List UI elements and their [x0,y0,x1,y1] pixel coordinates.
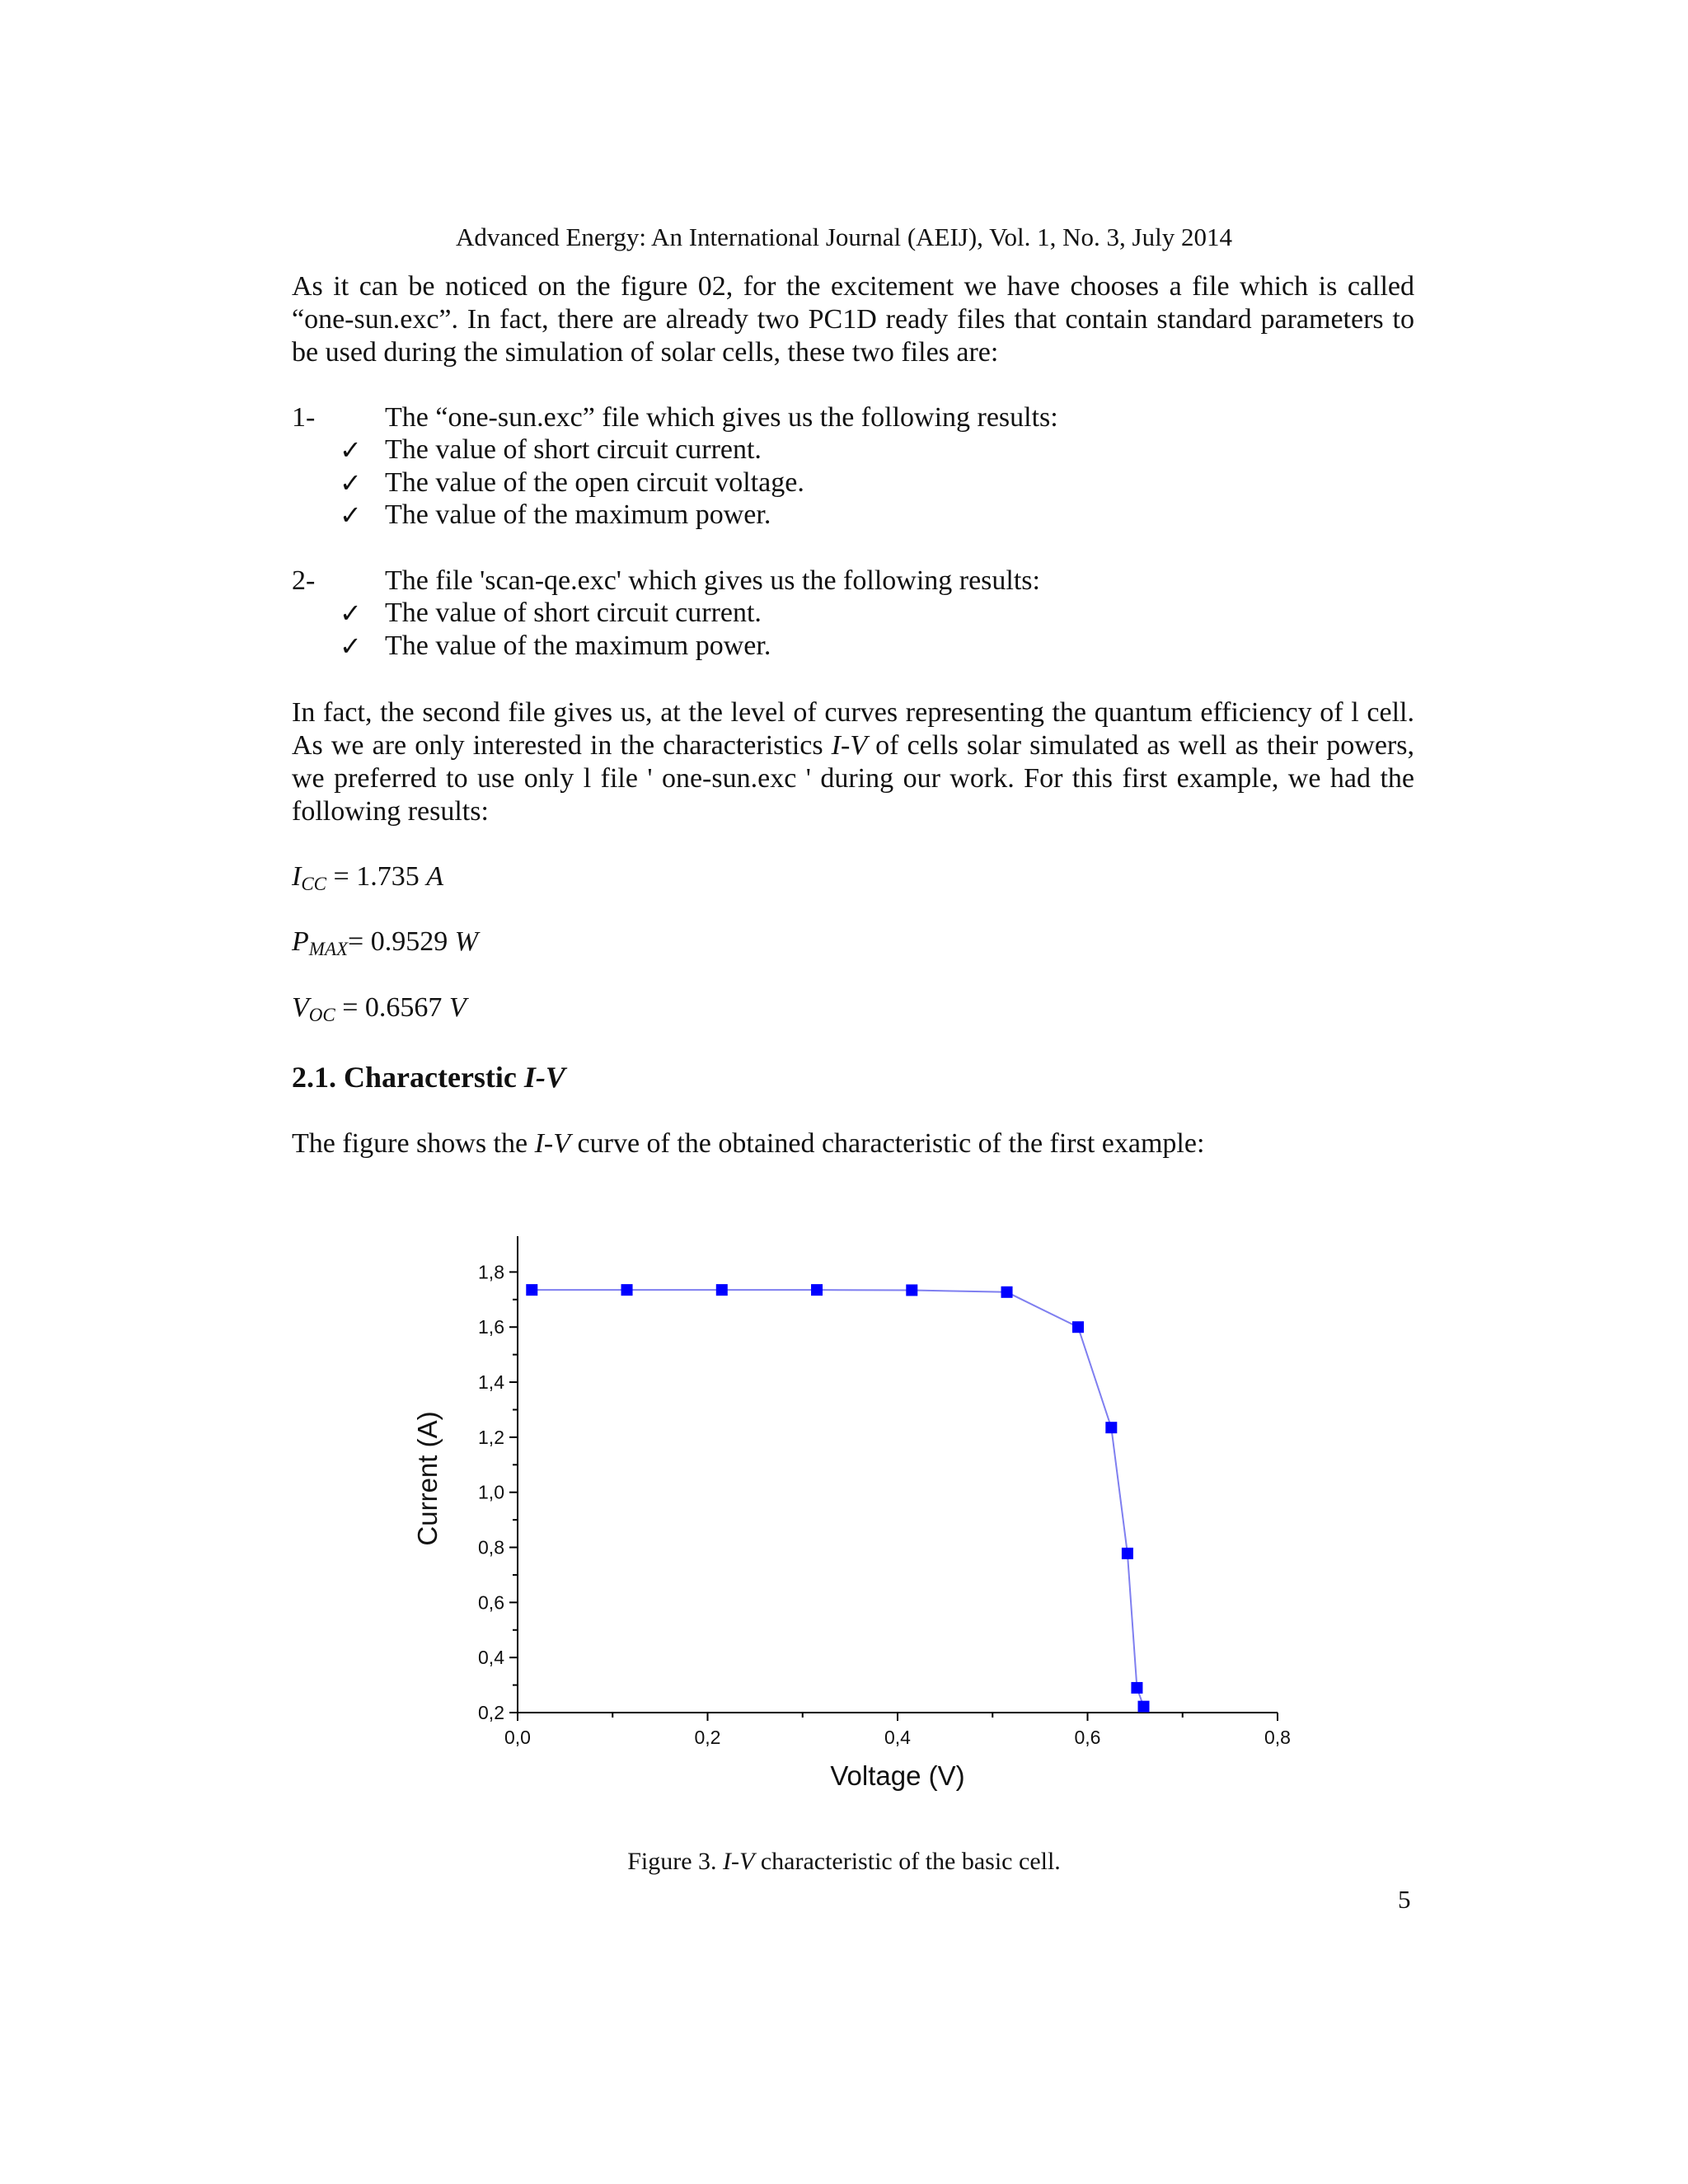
x-tick-label: 0,8 [1264,1727,1291,1748]
y-axis-label: Current (A) [412,1411,443,1546]
data-point [1105,1422,1117,1433]
list-item-1-check-3: The value of the maximum power. [385,499,771,530]
checkmark-icon: ✓ [340,434,362,466]
list-item-1-title: The “one-sun.exc” file which gives us the following results: [385,402,1058,433]
list-item-2-title: The file 'scan-qe.exc' which gives us the following results: [385,565,1040,596]
checkmark-icon: ✓ [340,630,362,662]
data-point [906,1284,917,1296]
section-heading: 2.1. Characterstic I-V [292,1061,565,1094]
y-tick-label: 0,2 [478,1702,504,1723]
y-tick-label: 1,2 [478,1426,504,1448]
list-item-1-check-1: The value of short circuit current. [385,434,762,465]
y-tick-label: 0,6 [478,1591,504,1614]
list-number-1: 1- [292,402,316,433]
result-icc: $I_{CC} = 1.735$ A [292,861,443,894]
data-point [1001,1286,1013,1298]
y-tick-label: 1,8 [478,1261,504,1283]
x-axis-label: Voltage (V) [830,1760,965,1791]
list-item-2-check-1: The value of short circuit current. [385,598,762,628]
figure-intro: The figure shows the I-V curve of the obtained characteristic of the first example: [292,1128,1205,1159]
y-tick-label: 1,0 [478,1481,504,1503]
checkmark-icon: ✓ [340,467,362,499]
data-point [1137,1701,1149,1713]
list-item-2-check-2: The value of the maximum power. [385,630,771,661]
intro-paragraph: As it can be noticed on the figure 02, for the excitement we have chooses a file which is called “one-sun.exc”. In fact, there are already two PC1D ready files that contain standard parameters to be used during the simulation of solar cells, these two files are: [292,271,1414,368]
figure-caption: Figure 3. I-V characteristic of the basic cell. [627,1848,1061,1875]
x-tick-label: 0,4 [884,1727,911,1748]
page-number: 5 [1398,1885,1411,1914]
x-tick-label: 0,0 [504,1727,531,1748]
list-item-1-check-2: The value of the open circuit voltage. [385,467,804,498]
data-point [526,1284,537,1296]
result-voc: $V_{OC} = 0.6567$ V [292,992,467,1025]
data-point [1131,1682,1142,1694]
y-tick-label: 0,4 [478,1647,504,1669]
data-point [1072,1321,1084,1333]
data-point [811,1284,823,1296]
x-tick-label: 0,2 [694,1727,721,1748]
y-tick-label: 1,6 [478,1316,504,1338]
y-tick-label: 1,4 [478,1371,504,1394]
list-number-2: 2- [292,565,316,596]
data-point [716,1284,728,1296]
data-point [1122,1548,1133,1559]
series-line [532,1290,1143,1707]
data-point [621,1284,633,1296]
results-paragraph: In fact, the second file gives us, at the level of curves representing the quantum efficiency of l cell. As we are only interested in the characteristics I-V of cells solar simulated as well as their powers, we preferred to use only l file ' one-sun.exc ' during our work. For this first example, we had the following results: [292,697,1414,827]
result-pmax: $P_{MAX}= 0.9529$ W [292,926,479,959]
iv-term: I-V [831,730,868,761]
x-tick-label: 0,6 [1074,1727,1101,1748]
journal-header: Advanced Energy: An International Journal (AEIJ), Vol. 1, No. 3, July 2014 [456,223,1232,251]
iv-chart [387,1228,1327,1805]
y-tick-label: 0,8 [478,1536,504,1558]
checkmark-icon: ✓ [340,598,362,629]
checkmark-icon: ✓ [340,499,362,531]
